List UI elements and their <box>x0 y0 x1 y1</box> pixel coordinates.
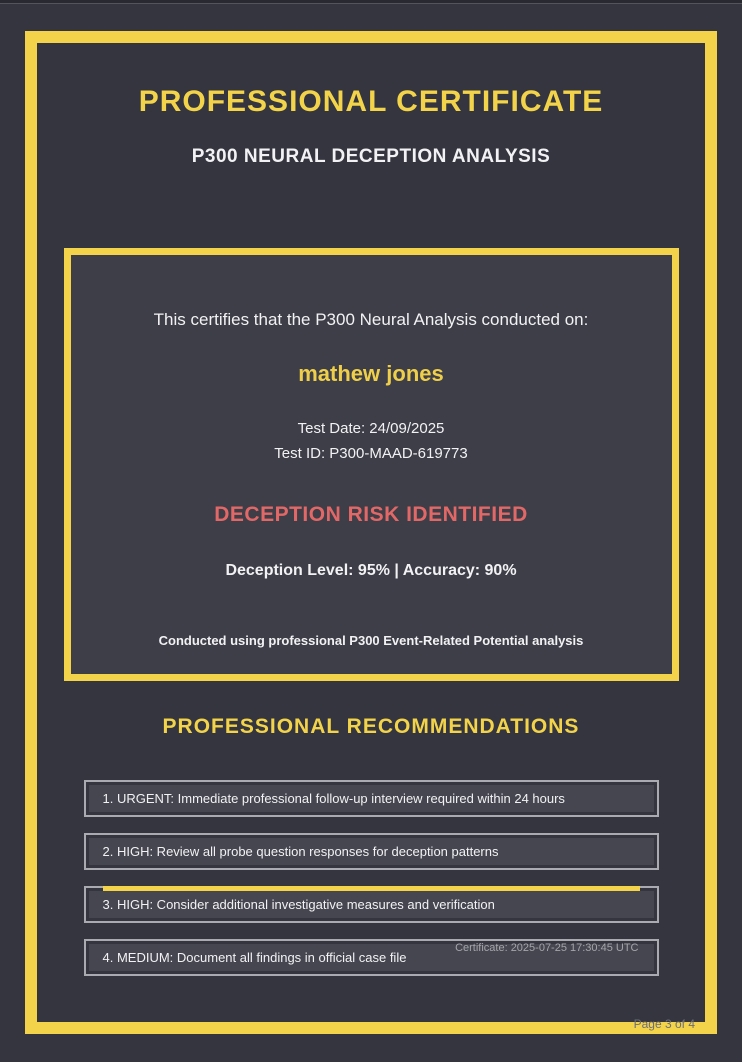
certify-statement: This certifies that the P300 Neural Analysis conducted on: <box>153 310 589 329</box>
method-note: Conducted using professional P300 Event-Related Potential analysis <box>158 633 584 648</box>
recommendations-list <box>84 780 659 976</box>
risk-status: DECEPTION RISK IDENTIFIED <box>214 503 528 526</box>
page-title: PROFESSIONAL CERTIFICATE <box>138 85 604 118</box>
subject-name: mathew jones <box>298 361 444 386</box>
recommendation-item <box>84 833 659 870</box>
recommendation-item <box>84 886 659 923</box>
certificate-body-box <box>64 248 679 681</box>
certificate-outer-frame <box>25 31 717 1034</box>
recommendation-text: 3. HIGH: Consider additional investigative measures and verification <box>89 891 654 918</box>
recommendation-item <box>84 780 659 817</box>
recommendation-text: 1. URGENT: Immediate professional follow-up interview required within 24 hours <box>89 785 654 812</box>
test-date: Test Date: 24/09/2025 <box>297 420 445 437</box>
recommendations-heading: PROFESSIONAL RECOMMENDATIONS <box>162 715 580 738</box>
page-subtitle: P300 NEURAL DECEPTION ANALYSIS <box>191 146 551 167</box>
certificate-timestamp: Certificate: 2025-07-25 17:30:45 UTC <box>455 942 639 954</box>
yellow-stripe-artifact <box>103 886 640 891</box>
recommendation-text: 2. HIGH: Review all probe question responses for deception patterns <box>89 838 654 865</box>
test-id: Test ID: P300-MAAD-619773 <box>274 445 468 462</box>
deception-metrics: Deception Level: 95% | Accuracy: 90% <box>225 562 517 579</box>
viewport-top-edge <box>0 0 742 4</box>
recommendation-text: 4. MEDIUM: Document all findings in official case file <box>89 944 654 971</box>
page-indicator: Page 3 of 4 <box>633 1017 695 1031</box>
recommendation-item <box>84 939 659 976</box>
